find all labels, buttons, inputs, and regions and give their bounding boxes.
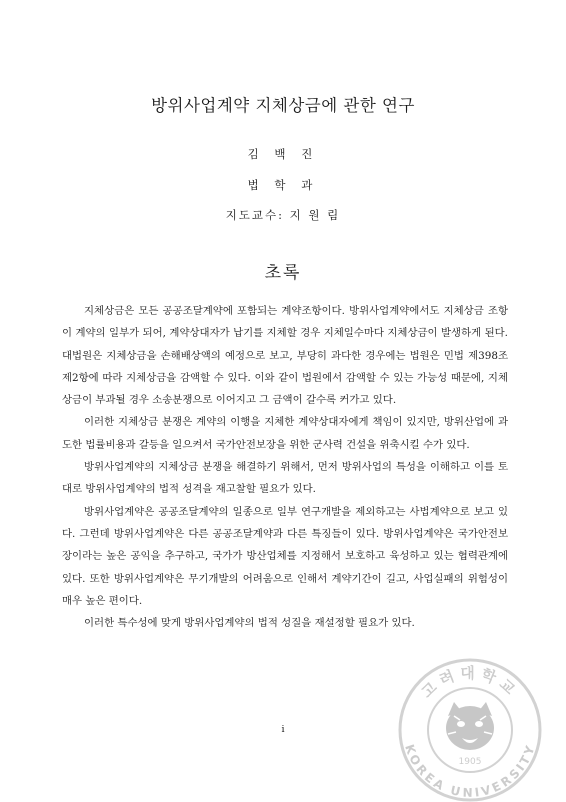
page-number: i <box>281 724 285 735</box>
abstract-paragraph: 방위사업계약의 지체상금 분쟁을 해결하기 위해서, 먼저 방위사업의 특성을 이해하고 이를 토대로 방위사업계약의 법적 성격을 재고찰할 필요가 있다. <box>62 461 508 496</box>
abstract-heading: 초록 <box>264 263 302 283</box>
abstract-body <box>62 300 508 634</box>
university-seal-watermark <box>398 658 542 802</box>
author-name: 김 백 진 <box>247 147 319 161</box>
abstract-paragraph: 이러한 지체상금 분쟁은 계약의 이행을 지체한 계약상대자에게 책임이 있지만, 방위산업에 과도한 법률비용과 갈등을 일으켜서 국가안전보장을 위한 군사력 건설을 위축시킬 수가 있다. <box>62 416 508 451</box>
document-title: 방위사업계약 지체상금에 관한 연구 <box>151 96 415 115</box>
tiger-head-icon <box>446 702 494 750</box>
seal-text-bottom: KOREA UNIVERSITY <box>402 742 538 800</box>
abstract-paragraph: 지체상금은 모든 공공조달계약에 포함되는 계약조항이다. 방위사업계약에서도 지체상금 조항이 계약의 일부가 되어, 계약상대자가 납기를 지체할 경우 지체일수마다 지체상금이 발생하게 된다. 대법원은 지체상금을 손해배상액의 예정으로 보고, 부당히 과다한 경우에는 법원은 민법 제398조 제2항에 따라 지체상금을 감액할 수 있다. 이와 같이 법원에서 감액할 수 있는 가능성 때문에, 지체상금이 부과될 경우 소송분쟁으로 이어지고 그 금액이 갈수록 커가고 있다. <box>62 305 508 407</box>
department-name: 법 학 과 <box>247 178 319 192</box>
seal-text-top: 고려대학교 <box>417 664 523 702</box>
abstract-paragraph: 방위사업계약은 공공조달계약의 일종으로 일부 연구개발을 제외하고는 사법계약으로 보고 있다. 그런데 방위사업계약은 다른 공공조달계약과 다른 특징들이 있다. 방위사업계약은 국가안전보장이라는 높은 공익을 추구하고, 국가가 방산업체를 지정해서 보호하고 육성하고 있는 협력관계에 있다. 또한 방위사업계약은 무기개발의 어려움으로 인해서 계약기간이 길고, 사업실패의 위험성이 매우 높은 편이다. <box>62 505 508 607</box>
advisor-line: 지도교수: 지 원 림 <box>225 208 341 222</box>
seal-year: 1905 <box>458 757 482 767</box>
abstract-paragraph: 이러한 특수성에 맞게 방위사업계약의 법적 성질을 재설정할 필요가 있다. <box>84 617 415 630</box>
